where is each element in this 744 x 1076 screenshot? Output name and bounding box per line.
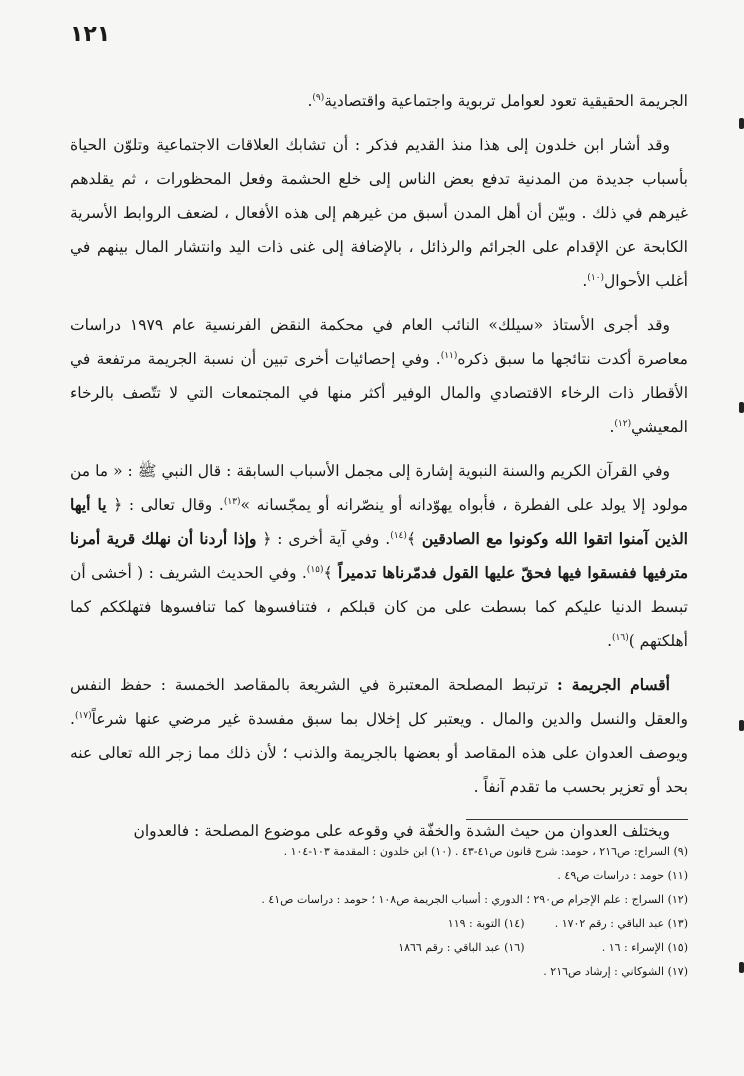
paragraph-4: وفي القرآن الكريم والسنة النبوية إشارة إلى مجمل الأسباب السابقة : قال النبي ﷺ : « ما من مولود إلا يولد على الفطرة ، فأبواه يهوّدانه أو ينصّرانه أو يمجّسانه »$^{(١٣)}$. وقال تعالى : ﴿ يا أيها الذين آمنوا اتقوا الله وكونوا مع الصادقين ﴾$^{(١٤)}$. وفي آية أخرى : ﴿ وإذا أردنا أن نهلك قرية أمرنا مترفيها ففسقوا فيها فحقّ عليها القول فدمّرناها تدميراً ﴾$^{(١٥)}$. وفي الحديث الشريف : ( أخشى أن تبسط الدنيا عليكم كما بسطت على من كان قبلكم ، فتنافسوها كما تنافسوها فتهلككم كما أهلكتهم )$^{(١٦)}$. — [70, 462, 688, 650]
footnote-10: (١٠) ابن خلدون : المقدمة ١٠٣-١٠٤ . — [283, 845, 452, 858]
footnote-15: (١٥) الإسراء : ١٦ . — [601, 941, 688, 954]
paragraph-6: ويختلف العدوان من حيث الشدة والخفّة في وقوعه على موضوع المصلحة : فالعدوان — [133, 822, 670, 840]
body-text — [70, 84, 688, 858]
footnote-line — [70, 888, 688, 912]
footnote-line — [70, 960, 688, 984]
footnote-ref: (١٤) — [390, 530, 407, 541]
footnote-14: (١٤) التوبة : ١١٩ — [447, 917, 525, 930]
footnote-16: (١٦) عبد الباقي : رقم ١٨٦٦ — [398, 941, 525, 954]
footnote-line — [70, 864, 688, 888]
footnote-ref: (٩) — [312, 92, 325, 103]
footnote-ref: (١١) — [440, 350, 458, 361]
footnote-line — [70, 912, 688, 936]
margin-mark — [739, 962, 744, 973]
footnotes — [70, 840, 688, 984]
section-heading: أقسام الجريمة : — [556, 675, 670, 694]
footnote-11: (١١) حومد : دراسات ص٤٩ . — [557, 869, 688, 882]
footnote-ref: (١٦) — [612, 632, 629, 643]
footnote-divider — [466, 819, 688, 820]
footnote-ref: (١٠) — [587, 272, 604, 283]
quran-verse-1: يا أيها الذين آمنوا اتقوا الله وكونوا مع الصادقين — [70, 495, 688, 548]
paragraph-2: وقد أشار ابن خلدون إلى هذا منذ القديم فذكر : أن تشابك العلاقات الاجتماعية وتلوّن الحياة بأسباب جديدة من المدنية تدفع بعض الناس إلى خلع الحشمة وفعل المحظورات ، ثم يقلدهم غيرهم في ذلك . وبيّن أن أهل المدن أسبق من غيرهم إلى هذه الأفعال ، لضعف الروابط الأسرية الكابحة عن الإقدام على الجرائم والرذائل ، بالإضافة إلى غنى ذات اليد وانتشار المال بينهم في أغلب الأحوال$^{(١٠)}$. — [70, 136, 688, 290]
footnote-line — [70, 936, 688, 960]
footnote-ref: (١٢) — [614, 418, 632, 429]
footnote-13: (١٣) عبد الباقي : رقم ١٧٠٢ . — [554, 917, 688, 930]
footnote-9: (٩) السراج: ص٢١٦ ، حومد: شرح قانون ص٤١-٤٣ . — [454, 845, 688, 858]
page-number: ١٢١ — [70, 22, 111, 47]
footnote-ref: (١٧) — [74, 710, 92, 721]
paragraph-5: أقسام الجريمة : ترتبط المصلحة المعتبرة في الشريعة بالمقاصد الخمسة : حفظ النفس والعقل والنسل والدين والمال . ويعتبر كل إخلال بما سبق مفسدة غير مرضي عنها شرعاً$^{(١٧)}$. ويوصف العدوان على هذه المقاصد أو بعضها بالجريمة والذنب ؛ لأن ذلك مما زجر الله تعالى عنه بحد أو تعزير بحسب ما تقدم آنفاً . — [70, 675, 688, 796]
footnote-line — [70, 840, 688, 864]
quran-verse-2: وإذا أردنا أن نهلك قرية أمرنا مترفيها ففسقوا فيها فحقّ عليها القول فدمّرناها تدميراً — [70, 529, 688, 582]
footnote-12: (١٢) السراج : علم الإجرام ص٢٩٠ ؛ الدوري : أسباب الجريمة ص١٠٨ ؛ حومد : دراسات ص٤١ . — [261, 893, 688, 906]
paragraph-1: الجريمة الحقيقية تعود لعوامل تربوية واجتماعية واقتصادية$^{(٩)}$. — [307, 92, 688, 110]
footnote-17: (١٧) الشوكاني : إرشاد ص٢١٦ . — [543, 965, 688, 978]
footnote-ref: (١٣) — [223, 496, 241, 507]
footnote-ref: (١٥) — [306, 564, 324, 575]
paragraph-3: وقد أجرى الأستاذ «سيلك» النائب العام في محكمة النقض الفرنسية عام ١٩٧٩ دراسات معاصرة أكدت نتائجها ما سبق ذكره$^{(١١)}$. وفي إحصائيات أخرى تبين أن نسبة الجريمة مرتفعة في الأقطار ذات الرخاء الاقتصادي والمال الوفير أكثر منها في المجتمعات التي لا تتّصف بالرخاء المعيشي$^{(١٢)}$. — [70, 316, 688, 436]
margin-mark — [739, 118, 744, 129]
margin-mark — [739, 402, 744, 413]
margin-mark — [739, 720, 744, 731]
